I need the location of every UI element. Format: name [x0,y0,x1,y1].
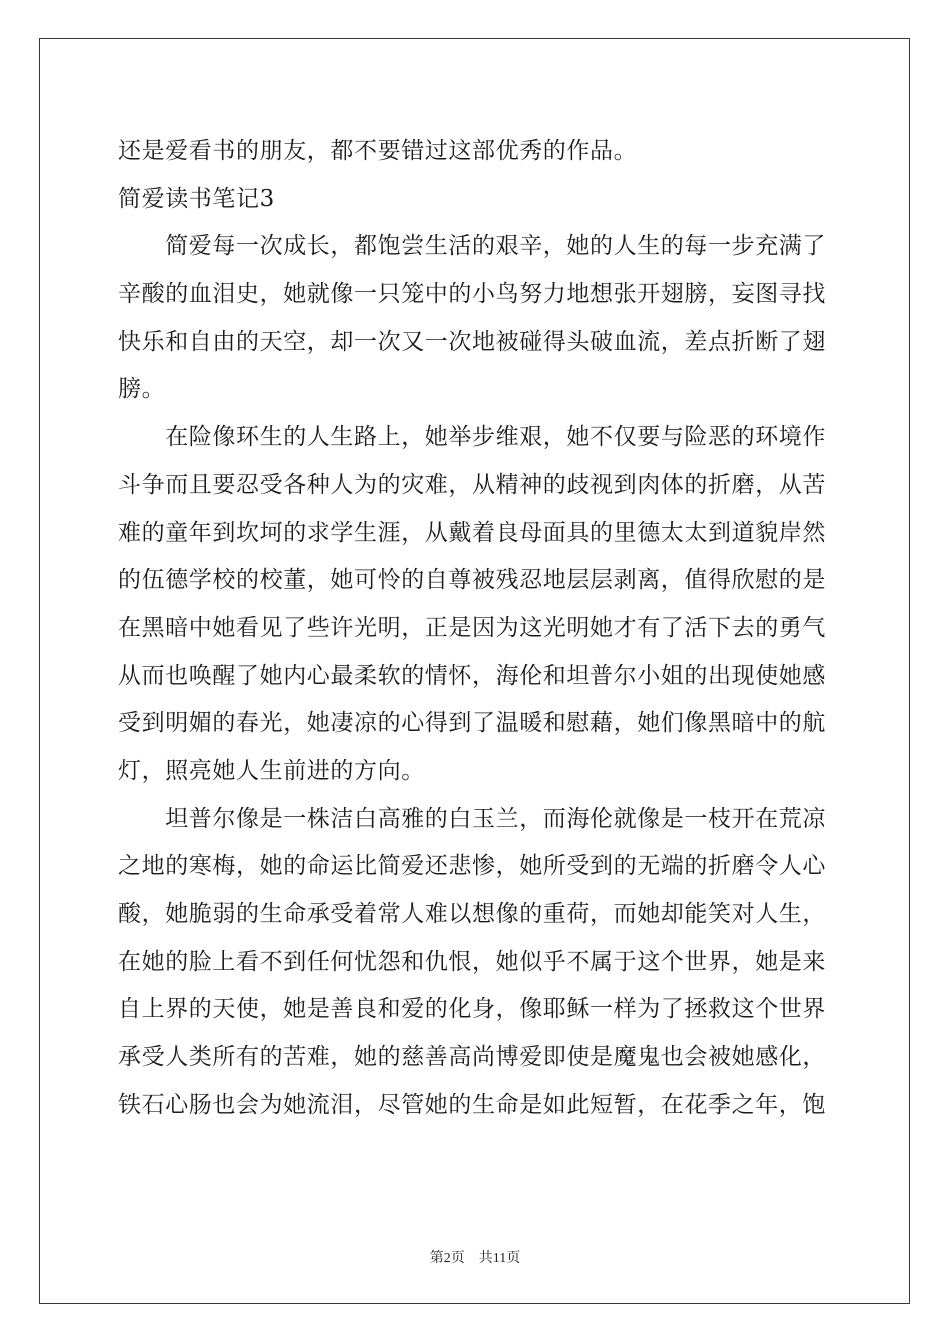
text-line: 受到明媚的春光，她凄凉的心得到了温暖和慰藉，她们像黑暗中的航 [118,710,826,737]
text-line: 铁石心肠也会为她流泪，尽管她的生命是如此短暂，在花季之年，饱 [118,1091,826,1118]
text-line: 在黑暗中她看见了些许光明，正是因为这光明她才有了活下去的勇气 [118,614,826,641]
text-line: 简爱每一次成长，都饱尝生活的艰辛，她的人生的每一步充满了 [118,233,826,260]
text-line: 还是爱看书的朋友，都不要错过这部优秀的作品。 [118,138,638,164]
text-line: 的伍德学校的校董，她可怜的自尊被残忍地层层剥离，值得欣慰的是 [118,567,826,594]
text-line: 辛酸的血泪史，她就像一只笼中的小鸟努力地想张开翅膀，妄图寻找 [118,281,826,308]
text-line: 在她的脸上看不到任何忧怨和仇恨，她似乎不属于这个世界，她是来 [118,948,826,975]
text-line: 之地的寒梅，她的命运比简爱还悲惨，她所受到的无端的折磨令人心 [118,853,826,880]
text-line: 难的童年到坎坷的求学生涯，从戴着良母面具的里德太太到道貌岸然 [118,519,826,546]
page-number: 第2页 共11页 [429,1251,521,1266]
text-line: 灯，照亮她人生前进的方向。 [118,757,425,784]
text-line: 自上界的天使，她是善良和爱的化身，像耶稣一样为了拯救这个世界 [118,996,826,1023]
text-line: 从而也唤醒了她内心最柔软的情怀，海伦和坦普尔小姐的出现使她感 [118,662,826,689]
text-line: 膀。 [118,376,166,403]
text-line: 在险像环生的人生路上，她举步维艰，她不仅要与险恶的环境作 [118,424,826,451]
text-line: 斗争而且要忍受各种人为的灾难，从精神的歧视到肉体的折磨，从苦 [118,471,826,498]
text-line: 快乐和自由的天空，却一次又一次地被碰得头破血流，差点折断了翅 [118,328,826,355]
document-body [118,128,834,1129]
text-line: 坦普尔像是一株洁白高雅的白玉兰，而海伦就像是一枝开在荒凉 [118,805,826,832]
text-line: 酸，她脆弱的生命承受着常人难以想像的重荷，而她却能笑对人生， [118,901,826,927]
page-footer [0,1247,950,1267]
section-heading: 简爱读书笔记3 [118,185,275,212]
text-line: 承受人类所有的苦难，她的慈善高尚博爱即使是魔鬼也会被她感化， [118,1044,826,1071]
